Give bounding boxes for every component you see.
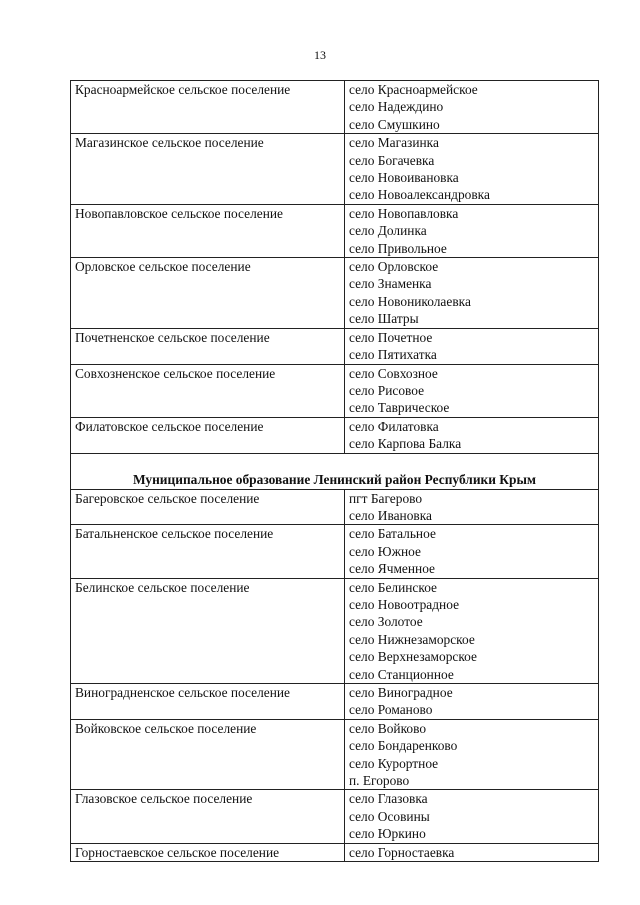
locality: село Надеждино (349, 99, 444, 115)
localities-cell (345, 258, 599, 329)
localities-cell (345, 684, 599, 720)
settlement-name: Орловское сельское поселение (71, 258, 345, 329)
settlement-name: Глазовское сельское поселение (71, 790, 345, 843)
settlement-row (71, 719, 599, 790)
localities-cell (345, 364, 599, 417)
localities-cell (345, 489, 599, 525)
locality: село Осовины (349, 808, 430, 824)
locality: село Пятихатка (349, 347, 437, 363)
locality: село Новоивановка (349, 170, 459, 186)
locality: село Романово (349, 702, 433, 718)
locality: село Белинское (349, 579, 437, 595)
section-heading-group (71, 453, 599, 489)
locality: село Новоотрадное (349, 596, 460, 612)
locality: село Войково (349, 720, 427, 736)
settlement-name: Горностаевское сельское поселение (71, 843, 345, 861)
locality: село Золотое (349, 614, 423, 630)
locality: село Батальное (349, 526, 436, 542)
locality: село Привольное (349, 240, 447, 256)
settlements-table (70, 80, 599, 862)
locality: село Магазинка (349, 135, 439, 151)
locality: село Новоалександровка (349, 187, 490, 203)
localities-cell (345, 525, 599, 578)
settlement-name: Красноармейское сельское поселение (71, 81, 345, 134)
localities-cell (345, 790, 599, 843)
settlement-row (71, 684, 599, 720)
localities-cell (345, 719, 599, 790)
page-number: 13 (314, 48, 326, 62)
locality: село Филатовка (349, 418, 439, 434)
locality: п. Егорово (349, 773, 410, 789)
locality: село Глазовка (349, 791, 428, 807)
locality: село Бондаренково (349, 738, 458, 754)
locality: село Новопавловка (349, 205, 459, 221)
locality: село Юркино (349, 826, 426, 842)
locality: село Знаменка (349, 276, 432, 292)
locality: село Орловское (349, 259, 439, 275)
settlement-row (71, 328, 599, 364)
locality: село Смушкино (349, 116, 440, 132)
locality: село Таврическое (349, 400, 450, 416)
settlement-name: Совхозненское сельское поселение (71, 364, 345, 417)
locality: село Горностаевка (349, 844, 455, 860)
settlement-name: Войковское сельское поселение (71, 719, 345, 790)
section-heading-row (71, 453, 599, 489)
settlement-name: Виноградненское сельское поселение (71, 684, 345, 720)
settlement-row (71, 525, 599, 578)
locality: село Новониколаевка (349, 293, 471, 309)
locality: село Виноградное (349, 685, 453, 700)
settlement-name: Белинское сельское поселение (71, 578, 345, 683)
localities-cell (345, 417, 599, 453)
locality: село Долинка (349, 223, 427, 239)
settlement-name: Батальненское сельское поселение (71, 525, 345, 578)
locality: село Шатры (349, 311, 419, 327)
settlement-row (71, 417, 599, 453)
locality: село Красноармейское (349, 82, 478, 97)
locality: село Богачевка (349, 152, 435, 168)
locality: село Южное (349, 543, 421, 559)
localities-cell (345, 843, 599, 861)
settlement-name: Багеровское сельское поселение (71, 489, 345, 525)
settlement-row (71, 790, 599, 843)
settlement-row (71, 578, 599, 683)
settlement-name: Почетненское сельское поселение (71, 328, 345, 364)
locality: село Нижнезаморское (349, 631, 475, 647)
settlement-row (71, 134, 599, 205)
locality: село Ивановка (349, 507, 432, 523)
locality: село Почетное (349, 329, 433, 345)
locality: село Курортное (349, 755, 439, 771)
rows-after-section (71, 489, 599, 862)
locality: пгт Багерово (349, 490, 423, 506)
settlement-row (71, 843, 599, 861)
locality: село Станционное (349, 666, 454, 682)
settlement-row (71, 81, 599, 134)
settlement-row (71, 258, 599, 329)
localities-cell (345, 134, 599, 205)
settlement-name: Новопавловское сельское поселение (71, 204, 345, 257)
localities-cell (345, 328, 599, 364)
settlement-row (71, 489, 599, 525)
locality: село Верхнезаморское (349, 649, 477, 665)
locality: село Совхозное (349, 365, 438, 381)
settlement-name: Филатовское сельское поселение (71, 417, 345, 453)
settlement-row (71, 364, 599, 417)
localities-cell (345, 81, 599, 134)
locality: село Ячменное (349, 561, 435, 577)
rows-before-section (71, 81, 599, 454)
locality: село Рисовое (349, 382, 425, 398)
section-heading: Муниципальное образование Ленинский район Республики Крым (71, 453, 599, 489)
settlement-row (71, 204, 599, 257)
locality: село Карпова Балка (349, 436, 462, 452)
localities-cell (345, 578, 599, 683)
settlement-name: Магазинское сельское поселение (71, 134, 345, 205)
localities-cell (345, 204, 599, 257)
